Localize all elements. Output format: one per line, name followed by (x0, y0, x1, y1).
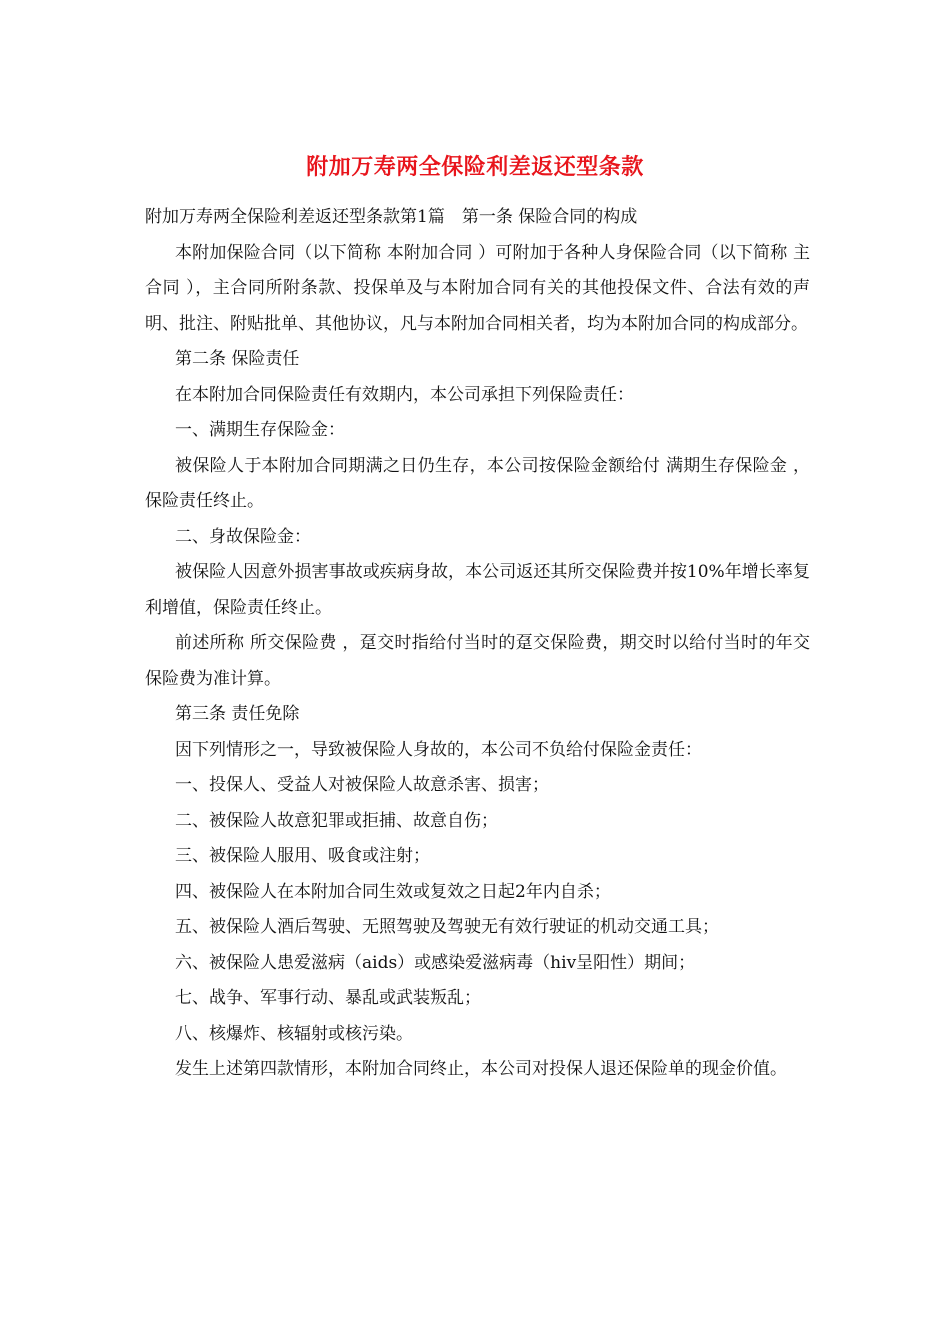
list-item: 三、被保险人服用、吸食或注射； (175, 846, 430, 866)
list-item: 六、被保险人患爱滋病（aids）或感染爱滋病毒（hiv呈阳性）期间； (175, 952, 696, 973)
list-item: 四、被保险人在本附加合同生效或复效之日起2年内自杀； (175, 881, 611, 902)
list-item: 八、核爆炸、核辐射或核污染。 (175, 1023, 413, 1044)
section-heading-liability: 第二条 保险责任 (175, 349, 300, 369)
list-item: 一、投保人、受益人对被保险人故意杀害、损害； (175, 775, 549, 795)
list-item: 七、战争、军事行动、暴乱或武装叛乱； (175, 988, 481, 1008)
paragraph: 在本附加合同保险责任有效期内，本公司承担下列保险责任： (175, 384, 634, 405)
document-body (145, 200, 810, 1088)
list-item-heading: 一、满期生存保险金： (175, 420, 345, 440)
list-item: 五、被保险人酒后驾驶、无照驾驶及驾驶无有效行驶证的机动交通工具； (175, 917, 719, 937)
list-item: 二、被保险人故意犯罪或拒捕、故意自伤； (175, 810, 498, 831)
document-title: 附加万寿两全保险利差返还型条款 (306, 154, 644, 180)
paragraph: 被保险人于本附加合同期满之日仍生存，本公司按保险金额给付 满期生存保险金 ，保险责任终止。 (145, 455, 810, 511)
paragraph: 因下列情形之一，导致被保险人身故的，本公司不负给付保险金责任： (175, 739, 702, 760)
paragraph: 发生上述第四款情形，本附加合同终止，本公司对投保人退还保险单的现金价值。 (175, 1059, 787, 1079)
list-item-heading: 二、身故保险金： (175, 526, 311, 547)
paragraph: 被保险人因意外损害事故或疾病身故，本公司返还其所交保险费并按10%年增长率复利增值，保险责任终止。 (145, 562, 810, 618)
paragraph-composition: 本附加保险合同（以下简称 本附加合同 ）可附加于各种人身保险合同（以下简称 主合同 ），主合同所附条款、投保单及与本附加合同有关的其他投保文件、合法有效的声明、批注、附贴批单、其他协议，凡与本附加合同相关者，均为本附加合同的构成部分。 (145, 242, 810, 334)
paragraph: 前述所称 所交保险费 ，趸交时指给付当时的趸交保险费，期交时以给付当时的年交保险费为准计算。 (145, 633, 810, 689)
section-heading-exclusions: 第三条 责任免除 (175, 704, 300, 724)
paragraph-intro-heading: 附加万寿两全保险利差返还型条款第1篇 第一条 保险合同的构成 (145, 207, 638, 227)
